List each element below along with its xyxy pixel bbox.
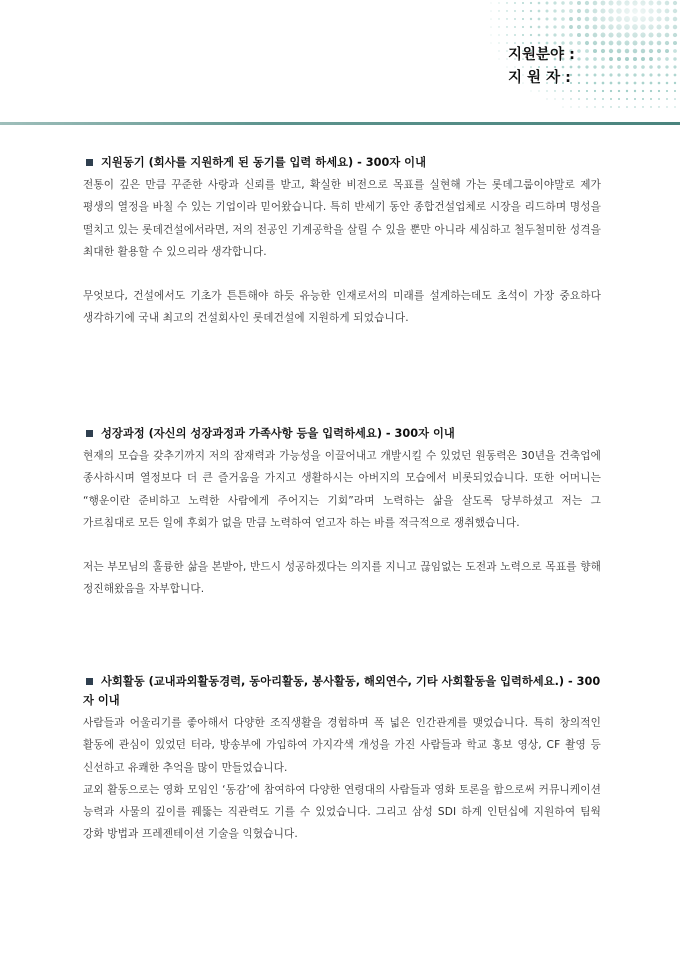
section-paragraph: 무엇보다, 건설에서도 기초가 튼튼해야 하듯 유능한 인재로서의 미래를 설계하는데도 초석이 가장 중요하다 생각하기에 국내 최고의 건설회사인 롯데건설에 지원하게 되었습니다.: [83, 290, 601, 325]
section-paragraph: 사람들과 어울리기를 좋아해서 다양한 조직생활을 경험하며 폭 넓은 인간관계를 맺었습니다. 특히 창의적인 활동에 관심이 있었던 터라, 방송부에 가입하여 가지각색 개성을 가진 사람들과 학교 홍보 영상, CF 촬영 등 신선하고 유쾌한 추억을 많이 만들었습니다.: [83, 717, 601, 774]
square-bullet-icon: [86, 430, 93, 437]
section-paragraph: 현재의 모습을 갖추기까지 저의 잠재력과 가능성을 이끌어내고 개발시킬 수 있었던 원동력은 30년을 건축업에 종사하시며 열정보다 더 큰 즐거움을 가지고 생활하시는 아버지의 모습에서 비롯되었습니다. 또한 어머니는 “행운이란 준비하고 노력한 사람에게 주어지는 기회”라며 노력하는 삶을 살도록 당부하셨고 저는 그 가르침대로 모든 일에 후회가 없을 만큼 노력하여 얻고자 하는 바를 적극적으로 쟁취했습니다.: [83, 450, 601, 529]
section-motivation: [83, 153, 601, 330]
header-divider: [0, 122, 680, 125]
section-upbringing: [83, 424, 601, 601]
square-bullet-icon: [86, 678, 93, 685]
section-paragraph: 교외 활동으로는 영화 모임인 ‘동감’에 참여하여 다양한 연령대의 사람들과 영화 토론을 함으로써 커뮤니케이션 능력과 사물의 깊이를 꿰뚫는 직관력도 기를 수 있었습니다. 그리고 삼성 SDI 하계 인턴십에 지원하여 팀웍 강화 방법과 프레젠테이션 기술을 익혔습니다.: [83, 783, 601, 841]
section-heading: [83, 424, 601, 443]
section-heading-text: 지원동기 (회사를 지원하게 된 동기를 입력 하세요) - 300자 이내: [101, 156, 426, 169]
applicant-label: 지 원 자 :: [508, 70, 571, 86]
section-paragraph: 저는 부모님의 훌륭한 삶을 본받아, 반드시 성공하겠다는 의지를 지니고 끊임없는 도전과 노력으로 목표를 향해 정진해왔음을 자부합니다.: [83, 561, 601, 596]
square-bullet-icon: [86, 159, 93, 166]
section-heading: [83, 153, 601, 172]
section-heading-text: 사회활동 (교내과외활동경력, 동아리활동, 봉사활동, 해외연수, 기타 사회활동을 입력하세요.) - 300자 이내: [83, 675, 601, 707]
field-label: 지원분야 :: [508, 47, 575, 63]
applicant-header: [508, 44, 575, 90]
section-heading-text: 성장과정 (자신의 성장과정과 가족사항 등을 입력하세요) - 300자 이내: [101, 427, 455, 440]
section-paragraph: 전통이 깊은 만큼 꾸준한 사랑과 신뢰를 받고, 확실한 비전으로 목표를 실현해 가는 롯데그룹이야말로 제가 평생의 열정을 바칠 수 있는 기업이라 믿어왔습니다. 특히 반세기 동안 종합건설업체로 시장을 리드하며 명성을 떨치고 있는 롯데건설에서라면, 저의 전공인 기계공학을 살릴 수 있을 뿐만 아니라 세심하고 철두철미한 성격을 최대한 활용할 수 있으리라 생각합니다.: [83, 179, 601, 258]
section-heading: [83, 672, 601, 710]
section-activities: [83, 672, 601, 846]
